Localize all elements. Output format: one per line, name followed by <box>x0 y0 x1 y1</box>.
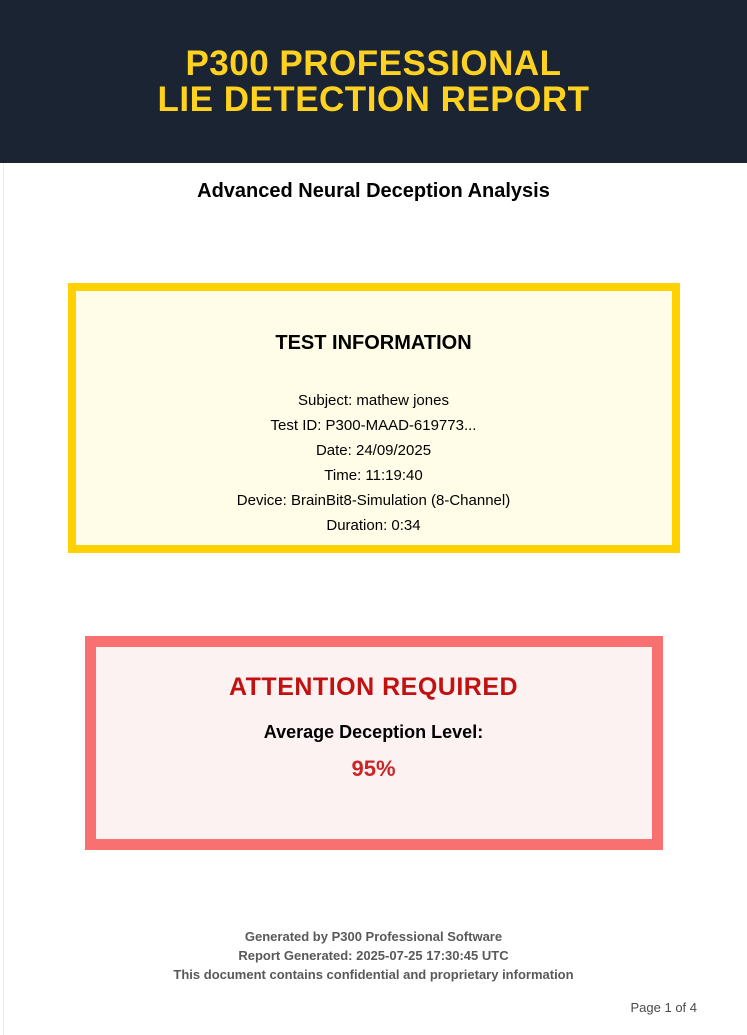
page-edge-line <box>3 163 4 1035</box>
average-deception-value: 95% <box>351 756 396 781</box>
report-footer <box>0 927 747 984</box>
test-info-duration: Duration: 0:34 <box>326 517 421 534</box>
report-title-line2: LIE DETECTION REPORT <box>157 79 590 119</box>
attention-required-box <box>85 636 663 850</box>
test-info-device: Device: BrainBit8-Simulation (8-Channel) <box>236 492 511 509</box>
test-information-lines <box>76 388 672 538</box>
test-info-subject: Subject: mathew jones <box>298 392 449 409</box>
test-information-box <box>68 283 680 553</box>
report-title-line1: P300 PROFESSIONAL <box>185 43 562 83</box>
test-info-test-id: Test ID: P300-MAAD-619773... <box>270 417 477 434</box>
report-header <box>0 0 747 163</box>
report-subtitle: Advanced Neural Deception Analysis <box>197 180 550 202</box>
footer-report-generated: Report Generated: 2025-07-25 17:30:45 UTC <box>238 948 509 963</box>
footer-generated-by: Generated by P300 Professional Software <box>244 929 503 944</box>
footer-confidential-notice: This document contains confidential and proprietary information <box>173 967 574 982</box>
test-info-time: Time: 11:19:40 <box>324 467 423 484</box>
test-info-date: Date: 24/09/2025 <box>315 442 432 459</box>
report-title <box>157 43 590 119</box>
test-information-title: TEST INFORMATION <box>275 332 472 354</box>
attention-required-title: ATTENTION REQUIRED <box>228 673 519 701</box>
page-indicator: Page 1 of 4 <box>630 1000 697 1015</box>
average-deception-label: Average Deception Level: <box>263 722 484 742</box>
